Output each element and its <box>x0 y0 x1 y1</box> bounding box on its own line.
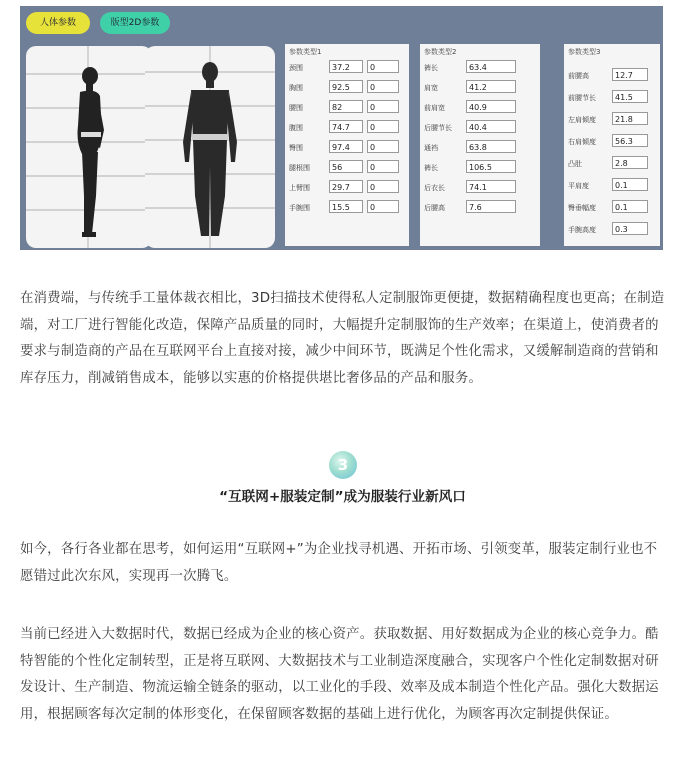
param-value-input[interactable]: 106.5 <box>466 160 516 173</box>
section-heading: “互联网+服装定制”成为服装行业新风口 <box>219 489 466 505</box>
paragraph-internet-plus: 如今，各行各业都在思考，如何运用“互联网+”为企业找寻机遇、开拓市场、引领变革，服装定制行业也不愿错过此次东风，实现再一次腾飞。 <box>20 542 658 584</box>
tab-pattern-2d-params[interactable]: 版型2D参数 <box>100 12 170 34</box>
param-value-input[interactable]: 15.5 <box>329 200 363 213</box>
param-adjust-input[interactable]: 0 <box>367 100 399 113</box>
param-panel-3 <box>564 44 660 246</box>
param-value-input[interactable]: 21.8 <box>612 112 648 125</box>
param-value-input[interactable]: 74.1 <box>466 180 516 193</box>
param-label: 手腕围 <box>289 204 310 212</box>
param-adjust-input[interactable]: 0 <box>367 180 399 193</box>
param-label: 后腰节长 <box>424 124 452 132</box>
param-label: 颈围 <box>289 64 303 72</box>
param-value-input[interactable]: 2.8 <box>612 156 648 169</box>
param-label: 左肩倾度 <box>568 116 596 124</box>
param-value-input[interactable]: 0.1 <box>612 178 648 191</box>
param-label: 前肩宽 <box>424 104 445 112</box>
param-value-input[interactable]: 41.2 <box>466 80 516 93</box>
param-value-input[interactable]: 63.8 <box>466 140 516 153</box>
paragraph-consumer-manufacturing: 在消费端，与传统手工量体裁衣相比，3D扫描技术使得私人定制服饰更便捷，数据精确程度也更高；在制造端，对工厂进行智能化改造，保障产品质量的同时，大幅提升定制服饰的生产效率；在渠道上，使消费者的要求与制造商的产品在互联网平台上直接对接，减少中间环节，既满足个性化需求，又缓解制造商的营销和库存压力，削减销售成本，能够以实惠的价格提供堪比奢侈品的产品和服务。 <box>20 291 665 386</box>
param-value-input[interactable]: 12.7 <box>612 68 648 81</box>
param-label: 手腕高度 <box>568 226 596 234</box>
param-adjust-input[interactable]: 0 <box>367 60 399 73</box>
param-value-input[interactable]: 37.2 <box>329 60 363 73</box>
param-label: 前腰高 <box>568 72 589 80</box>
param-label: 腿根围 <box>289 164 310 172</box>
front-view-figure <box>145 46 275 248</box>
param-panel-3-title: 参数类型3 <box>568 48 601 56</box>
param-label: 裤长 <box>424 164 438 172</box>
param-label: 腰围 <box>289 104 303 112</box>
param-panel-2-title: 参数类型2 <box>424 48 457 56</box>
section-number-badge: 3 <box>329 451 357 479</box>
param-panel-2 <box>420 44 540 246</box>
param-value-input[interactable]: 82 <box>329 100 363 113</box>
param-value-input[interactable]: 41.5 <box>612 90 648 103</box>
param-adjust-input[interactable]: 0 <box>367 80 399 93</box>
body-scan-screenshot <box>20 6 663 250</box>
param-value-input[interactable]: 56.3 <box>612 134 648 147</box>
param-adjust-input[interactable]: 0 <box>367 140 399 153</box>
param-label: 腹围 <box>289 124 303 132</box>
param-label: 凸肚 <box>568 160 582 168</box>
param-label: 胸围 <box>289 84 303 92</box>
param-value-input[interactable]: 74.7 <box>329 120 363 133</box>
param-label: 上臂围 <box>289 184 310 192</box>
param-value-input[interactable]: 63.4 <box>466 60 516 73</box>
param-value-input[interactable]: 29.7 <box>329 180 363 193</box>
paragraph-big-data: 当前已经进入大数据时代，数据已经成为企业的核心资产。获取数据、用好数据成为企业的核心竞争力。酷特智能的个性化定制转型，正是将互联网、大数据技术与工业制造深度融合，实现客户个性化定制数据对研发设计、生产制造、物流运输全链条的驱动，以工业化的手段、效率及成本制造个性化产品。强化大数据运用，根据顾客每次定制的体形变化，在保留顾客数据的基础上进行优化，为顾客再次定制提供保证。 <box>20 627 659 722</box>
param-label: 后腰高 <box>424 204 445 212</box>
param-panel-1 <box>285 44 409 246</box>
param-panel-1-title: 参数类型1 <box>289 48 322 56</box>
param-value-input[interactable]: 40.4 <box>466 120 516 133</box>
param-label: 后衣长 <box>424 184 445 192</box>
param-label: 裤长 <box>424 64 438 72</box>
param-value-input[interactable]: 97.4 <box>329 140 363 153</box>
param-adjust-input[interactable]: 0 <box>367 160 399 173</box>
param-label: 前腰节长 <box>568 94 596 102</box>
param-value-input[interactable]: 0.3 <box>612 222 648 235</box>
param-label: 平肩度 <box>568 182 589 190</box>
param-adjust-input[interactable]: 0 <box>367 200 399 213</box>
side-view-figure <box>26 46 152 248</box>
param-value-input[interactable]: 7.6 <box>466 200 516 213</box>
param-label: 臀垂幅度 <box>568 204 596 212</box>
front-view-panel <box>145 46 275 248</box>
param-adjust-input[interactable]: 0 <box>367 120 399 133</box>
param-value-input[interactable]: 92.5 <box>329 80 363 93</box>
side-view-panel <box>26 46 152 248</box>
param-value-input[interactable]: 0.1 <box>612 200 648 213</box>
param-value-input[interactable]: 56 <box>329 160 363 173</box>
tab-body-params[interactable]: 人体参数 <box>26 12 90 34</box>
param-label: 肩宽 <box>424 84 438 92</box>
param-value-input[interactable]: 40.9 <box>466 100 516 113</box>
param-label: 右肩倾度 <box>568 138 596 146</box>
param-label: 臀围 <box>289 144 303 152</box>
param-label: 通裆 <box>424 144 438 152</box>
